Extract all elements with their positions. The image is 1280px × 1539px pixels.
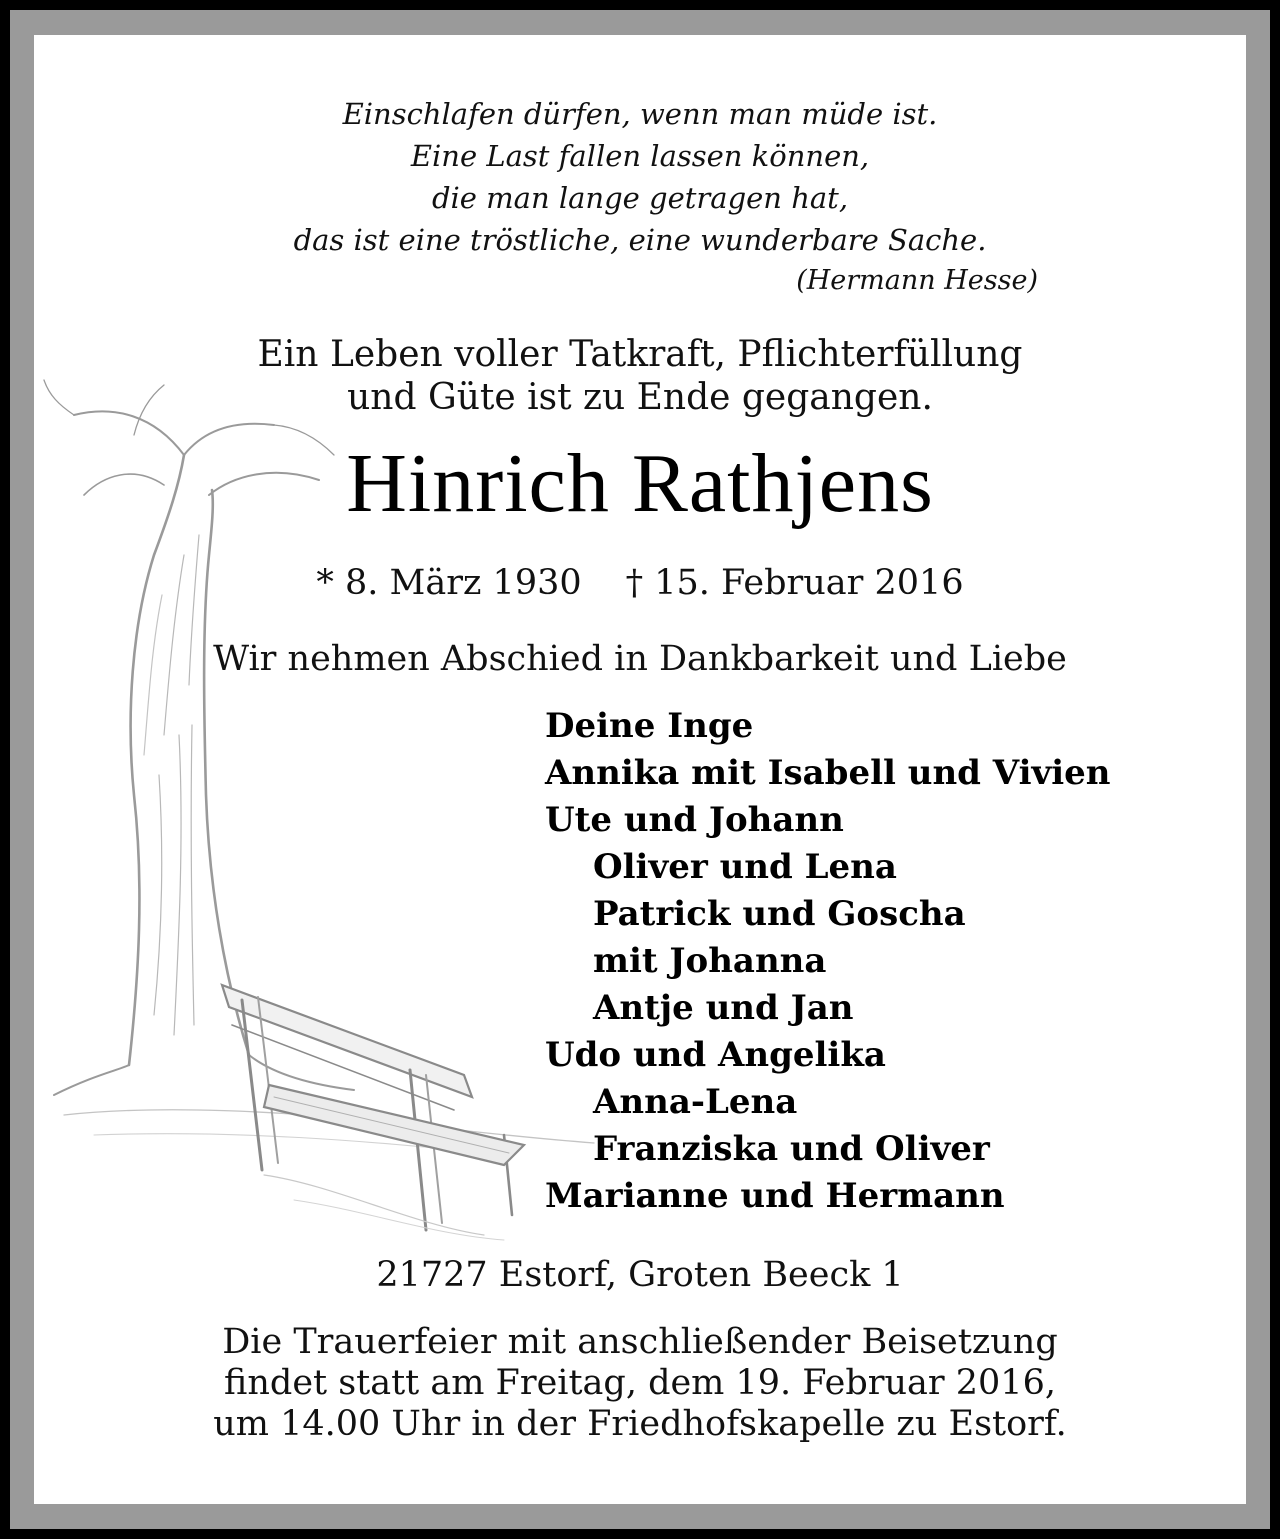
intro-line: Ein Leben voller Tatkraft, Pflichterfüllung <box>257 334 1023 375</box>
mourner-name: Ute und Johann <box>545 800 844 840</box>
mourner-name: Udo und Angelika <box>545 1035 886 1075</box>
mourner-name: Marianne und Hermann <box>545 1176 1005 1216</box>
mourner-name: Patrick und Goscha <box>593 894 966 934</box>
poem-line: die man lange getragen hat, <box>431 181 849 215</box>
mourner-name: Annika mit Isabell und Vivien <box>545 753 1111 793</box>
birth-date: * 8. März 1930 <box>316 563 582 603</box>
mourner-name: Deine Inge <box>545 706 754 746</box>
poem-attribution: (Hermann Hesse) <box>796 265 1038 296</box>
mourner-name: mit Johanna <box>593 941 827 981</box>
mourner-name: Antje und Jan <box>593 988 854 1028</box>
address: 21727 Estorf, Groten Beeck 1 <box>376 1255 904 1295</box>
poem-line: Einschlafen dürfen, wenn man müde ist. <box>342 97 938 131</box>
mourners-list <box>545 703 1111 1220</box>
mourner-name: Franziska und Oliver <box>593 1129 990 1169</box>
poem-line: Eine Last fallen lassen können, <box>410 139 870 173</box>
farewell-line: Wir nehmen Abschied in Dankbarkeit und Liebe <box>213 639 1067 679</box>
mourner-name: Anna-Lena <box>593 1082 798 1122</box>
service-line: Die Trauerfeier mit anschließender Beisetzung <box>222 1322 1058 1362</box>
life-dates <box>34 563 1246 603</box>
death-date: † 15. Februar 2016 <box>625 563 964 603</box>
deceased-name: Hinrich Rathjens <box>346 437 934 530</box>
obituary-notice <box>34 35 1246 1504</box>
intro-line: und Güte ist zu Ende gegangen. <box>347 377 933 418</box>
poem-line: das ist eine tröstliche, eine wunderbare Sache. <box>293 223 987 257</box>
mourner-name: Oliver und Lena <box>593 847 897 887</box>
service-line: findet statt am Freitag, dem 19. Februar 2016, <box>224 1363 1056 1403</box>
service-line: um 14.00 Uhr in der Friedhofskapelle zu Estorf. <box>213 1404 1067 1444</box>
